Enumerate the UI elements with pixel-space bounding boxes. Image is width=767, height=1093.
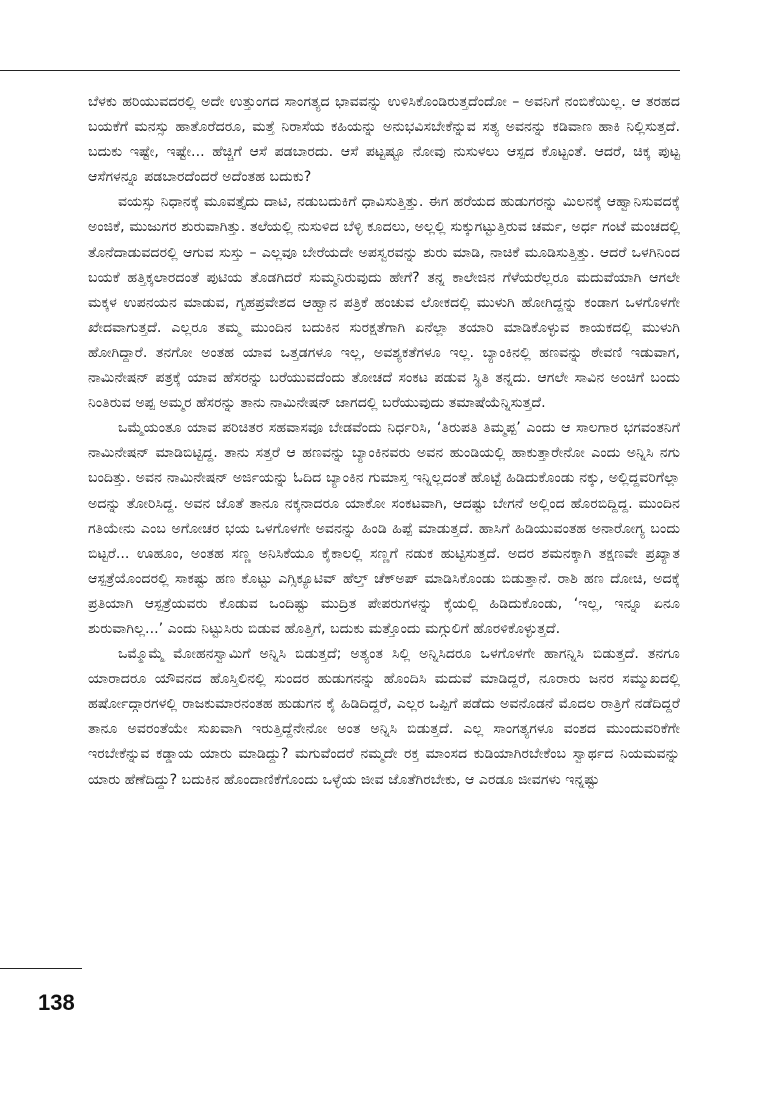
paragraph: ಒಮ್ಮೊಮ್ಮೆ ಮೋಹನಸ್ವಾಮಿಗೆ ಅನ್ನಿಸಿ ಬಿಡುತ್ತದೆ; ಅತ್ಯಂತ ಸಿಲ್ಲಿ ಅನ್ನಿಸಿದರೂ ಒಳಗೊಳಗೇ ಹಾಗನ್ನಿಸಿ ಬಿಡುತ್ತದೆ. ತನಗೂ ಯಾರಾದರೂ ಯೌವನದ ಹೊಸ್ತಿಲಿನಲ್ಲಿ ಸುಂದರ ಹುಡುಗನನ್ನು ಹೊಂದಿಸಿ ಮದುವೆ ಮಾಡಿದ್ದರೆ, ನೂರಾರು ಜನರ ಸಮ್ಮುಖದಲ್ಲಿ ಹರ್ಷೋದ್ಗಾರಗಳಲ್ಲಿ ರಾಜಕುಮಾರನಂತಹ ಹುಡುಗನ ಕೈ ಹಿಡಿದಿದ್ದರೆ, ಎಲ್ಲರ ಒಪ್ಪಿಗೆ ಪಡೆದು ಅವನೊಡನೆ ಮೊದಲ ರಾತ್ರಿಗೆ ನಡೆದಿದ್ದರೆ ತಾನೂ ಅವರಂತೆಯೇ ಸುಖವಾಗಿ ಇರುತ್ತಿದ್ದೆನೇನೋ ಅಂತ ಅನ್ನಿಸಿ ಬಿಡುತ್ತದೆ. ಎಲ್ಲ ಸಾಂಗತ್ಯಗಳೂ ವಂಶದ ಮುಂದುವರಿಕೆಗೇ ಇರಬೇಕೆನ್ನುವ ಕಡ್ಡಾಯ ಯಾರು ಮಾಡಿದ್ದು? ಮಗುವೆಂದರೆ ನಮ್ಮದೇ ರಕ್ತ ಮಾಂಸದ ಕುಡಿಯಾಗಿರಬೇಕೆಂಬ ಸ್ವಾರ್ಥದ ನಿಯಮವನ್ನು ಯಾರು ಹೆಣೆದಿದ್ದು? ಬದುಕಿನ ಹೊಂದಾಣಿಕೆಗೊಂದು ಒಳ್ಳೆಯ ಜೀವ ಜೊತೆಗಿರಬೇಕು, ಆ ಎರಡೂ ಜೀವಗಳು ಇನ್ನಷ್ಟು: [88, 646, 680, 788]
paragraph: ಒಮ್ಮೆಯಂತೂ ಯಾವ ಪರಿಚಿತರ ಸಹವಾಸವೂ ಬೇಡವೆಂದು ನಿರ್ಧರಿಸಿ, ‘ತಿರುಪತಿ ತಿಮ್ಮಪ್ಪ’ ಎಂದು ಆ ಸಾಲಗಾರ ಭಗವಂತನಿಗೆ ನಾಮಿನೇಷನ್ ಮಾಡಿಬಿಟ್ಟಿದ್ದ. ತಾನು ಸತ್ತರೆ ಆ ಹಣವನ್ನು ಬ್ಯಾಂಕಿನವರು ಅವನ ಹುಂಡಿಯಲ್ಲಿ ಹಾಕುತ್ತಾರೇನೋ ಎಂದು ಅನ್ನಿಸಿ ನಗು ಬಂದಿತ್ತು. ಅವನ ನಾಮಿನೇಷನ್ ಅರ್ಜಿಯನ್ನು ಓದಿದ ಬ್ಯಾಂಕಿನ ಗುಮಾಸ್ತ ಇನ್ನಿಲ್ಲದಂತೆ ಹೊಟ್ಟೆ ಹಿಡಿದುಕೊಂಡು ನಕ್ಕು, ಅಲ್ಲಿದ್ದವರಿಗೆಲ್ಲಾ ಅದನ್ನು ತೋರಿಸಿದ್ದ. ಅವನ ಜೊತೆ ತಾನೂ ನಕ್ಕನಾದರೂ ಯಾಕೋ ಸಂಕಟವಾಗಿ, ಆದಷ್ಟು ಬೇಗನೆ ಅಲ್ಲಿಂದ ಹೊರಬಿದ್ದಿದ್ದ. ಮುಂದಿನ ಗತಿಯೇನು ಎಂಬ ಅಗೋಚರ ಭಯ ಒಳಗೊಳಗೇ ಅವನನ್ನು ಹಿಂಡಿ ಹಿಪ್ಪೆ ಮಾಡುತ್ತದೆ. ಹಾಸಿಗೆ ಹಿಡಿಯುವಂತಹ ಅನಾರೋಗ್ಯ ಬಂದು ಬಿಟ್ಟರೆ... ಊಹೂಂ, ಅಂತಹ ಸಣ್ಣ ಅನಿಸಿಕೆಯೂ ಕೈಕಾಲಲ್ಲಿ ಸಣ್ಣಗೆ ನಡುಕ ಹುಟ್ಟಿಸುತ್ತದೆ. ಅದರ ಶಮನಕ್ಕಾಗಿ ತಕ್ಷಣವೇ ಪ್ರಖ್ಯಾತ ಆಸ್ಪತ್ರೆಯೊಂದರಲ್ಲಿ ಸಾಕಷ್ಟು ಹಣ ಕೊಟ್ಟು ಎಗ್ಸಿಕ್ಯೂಟಿವ್ ಹೆಲ್ತ್ ಚೆಕ್‌ಅಪ್ ಮಾಡಿಸಿಕೊಂಡು ಬಿಡುತ್ತಾನೆ. ರಾಶಿ ಹಣ ದೋಚಿ, ಅದಕ್ಕೆ ಪ್ರತಿಯಾಗಿ ಆಸ್ಪತ್ರೆಯವರು ಕೊಡುವ ಒಂದಿಷ್ಟು ಮುದ್ರಿತ ಪೇಪರುಗಳನ್ನು ಕೈಯಲ್ಲಿ ಹಿಡಿದುಕೊಂಡು, ‘ಇಲ್ಲ, ಇನ್ನೂ ಏನೂ ಶುರುವಾಗಿಲ್ಲ...’ ಎಂದು ನಿಟ್ಟುಸಿರು ಬಿಡುವ ಹೊತ್ತಿಗೆ, ಬದುಕು ಮತ್ತೊಂದು ಮಗ್ಗುಲಿಗೆ ಹೊರಳಿಕೊಳ್ಳುತ್ತದೆ.: [88, 420, 680, 637]
top-rule: [0, 70, 680, 71]
page-number: 138: [38, 990, 75, 1015]
paragraph: ವಯಸ್ಸು ನಿಧಾನಕ್ಕೆ ಮೂವತ್ತೈದು ದಾಟಿ, ನಡುಬದುಕಿಗೆ ಧಾವಿಸುತ್ತಿತ್ತು. ಈಗ ಹರೆಯದ ಹುಡುಗರನ್ನು ಮಿಲನಕ್ಕೆ ಆಹ್ವಾನಿಸುವದಕ್ಕೆ ಅಂಜಿಕೆ, ಮುಜುಗರ ಶುರುವಾಗಿತ್ತು. ತಲೆಯಲ್ಲಿ ನುಸುಳಿದ ಬೆಳ್ಳಿ ಕೂದಲು, ಅಲ್ಲಲ್ಲಿ ಸುಕ್ಕುಗಟ್ಟುತ್ತಿರುವ ಚರ್ಮ, ಅರ್ಧ ಗಂಟೆ ಮಂಚದಲ್ಲಿ ತೊನೆದಾಡುವದರಲ್ಲಿ ಆಗುವ ಸುಸ್ತು – ಎಲ್ಲವೂ ಬೇರೆಯದೇ ಅಪಸ್ವರವನ್ನು ಶುರು ಮಾಡಿ, ನಾಚಿಕೆ ಮೂಡಿಸುತ್ತಿತ್ತು. ಆದರೆ ಒಳಗಿನಿಂದ ಬಯಕೆ ಹತ್ತಿಕ್ಕಲಾರದಂತೆ ಪುಟಿಯ ತೊಡಗಿದರೆ ಸುಮ್ಮನಿರುವುದು ಹೇಗೆ? ತನ್ನ ಕಾಲೇಜಿನ ಗೆಳೆಯರೆಲ್ಲರೂ ಮದುವೆಯಾಗಿ ಆಗಲೇ ಮಕ್ಕಳ ಉಪನಯನ ಮಾಡುವ, ಗೃಹಪ್ರವೇಶದ ಆಹ್ವಾನ ಪತ್ರಿಕೆ ಹಂಚುವ ಲೋಕದಲ್ಲಿ ಮುಳುಗಿ ಹೋಗಿದ್ದನ್ನು ಕಂಡಾಗ ಒಳಗೊಳಗೇ ಖೇದವಾಗುತ್ತದೆ. ಎಲ್ಲರೂ ತಮ್ಮ ಮುಂದಿನ ಬದುಕಿನ ಸುರಕ್ಷತೆಗಾಗಿ ಏನೆಲ್ಲಾ ತಯಾರಿ ಮಾಡಿಕೊಳ್ಳುವ ಕಾಯಕದಲ್ಲಿ ಮುಳುಗಿ ಹೋಗಿದ್ದಾರೆ. ತನಗೋ ಅಂತಹ ಯಾವ ಒತ್ತಡಗಳೂ ಇಲ್ಲ, ಅವಶ್ಯಕತೆಗಳೂ ಇಲ್ಲ. ಬ್ಯಾಂಕಿನಲ್ಲಿ ಹಣವನ್ನು ಠೇವಣಿ ಇಡುವಾಗ, ನಾಮಿನೇಷನ್ ಪತ್ರಕ್ಕೆ ಯಾವ ಹೆಸರನ್ನು ಬರೆಯುವದೆಂದು ತೋಚದೆ ಸಂಕಟ ಪಡುವ ಸ್ಥಿತಿ ತನ್ನದು. ಆಗಲೇ ಸಾವಿನ ಅಂಚಿಗೆ ಬಂದು ನಿಂತಿರುವ ಅಪ್ಪ ಅಮ್ಮರ ಹೆಸರನ್ನು ತಾನು ನಾಮಿನೇಷನ್ ಜಾಗದಲ್ಲಿ ಬರೆಯುವುದು ತಮಾಷೆಯೆನ್ನಿಸುತ್ತದೆ.: [88, 194, 680, 412]
paragraph: ಬೆಳಕು ಹರಿಯುವದರಲ್ಲಿ ಅದೇ ಉತ್ತುಂಗದ ಸಾಂಗತ್ಯದ ಭಾವವನ್ನು ಉಳಿಸಿಕೊಂಡಿರುತ್ತದೆಂದೋ – ಅವನಿಗೆ ನಂಬಿಕೆಯಿಲ್ಲ. ಆ ತರಹದ ಬಯಕೆಗೆ ಮನಸ್ಸು ಹಾತೊರೆದರೂ, ಮತ್ತೆ ನಿರಾಸೆಯ ಕಹಿಯನ್ನು ಅನುಭವಿಸಬೇಕೆನ್ನುವ ಸತ್ಯ ಅವನನ್ನು ಕಡಿವಾಣ ಹಾಕಿ ನಿಲ್ಲಿಸುತ್ತದೆ. ಬದುಕು ಇಷ್ಟೇ, ಇಷ್ಟೇ... ಹೆಚ್ಚಿಗೆ ಆಸೆ ಪಡಬಾರದು. ಆಸೆ ಪಟ್ಟಷ್ಟೂ ನೋವು ನುಸುಳಲು ಆಸ್ಪದ ಕೊಟ್ಟಂತೆ. ಆದರೆ, ಚಿಕ್ಕ ಪುಟ್ಟ ಆಸೆಗಳನ್ನೂ ಪಡಬಾರದೆಂದರೆ ಅದೆಂತಹ ಬದುಕು?: [88, 94, 680, 186]
body-text: [88, 90, 680, 793]
bottom-rule: [0, 968, 82, 969]
